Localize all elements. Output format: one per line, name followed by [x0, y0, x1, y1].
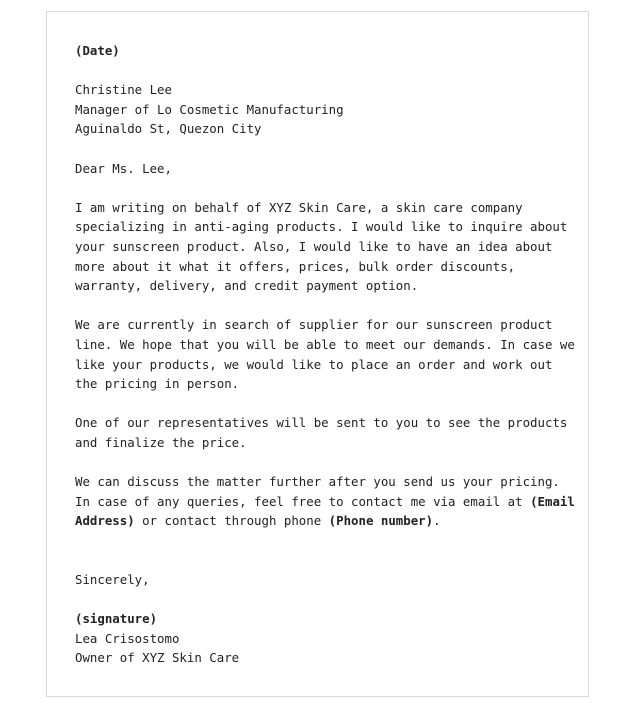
paragraph-line — [75, 511, 575, 531]
paragraph-line: warranty, delivery, and credit payment option. — [75, 278, 419, 294]
phone-placeholder: (Phone number) — [328, 513, 434, 529]
paragraph-line: I am writing on behalf of XYZ Skin Care, a skin care company — [75, 199, 523, 215]
date-placeholder: (Date) — [75, 43, 120, 58]
sender-title: Owner of XYZ Skin Care — [75, 650, 240, 666]
recipient-address: Aguinaldo St, Quezon City — [75, 121, 262, 137]
recipient-name: Christine Lee — [75, 82, 172, 98]
paragraph-contact — [75, 472, 575, 531]
paragraph-line: One of our representatives will be sent to you to see the products — [75, 415, 568, 431]
paragraph-line: and finalize the price. — [75, 434, 247, 450]
paragraph-representatives — [75, 413, 575, 452]
email-placeholder-cont: Address) — [75, 513, 135, 529]
paragraph-line: specializing in anti-aging products. I would like to inquire about — [75, 219, 568, 235]
signature-block — [75, 609, 575, 668]
paragraph-search — [75, 315, 575, 393]
email-placeholder: (Email — [530, 493, 575, 509]
signature-placeholder: (signature) — [75, 611, 158, 627]
paragraph-line — [75, 492, 575, 512]
recipient-block — [75, 80, 575, 139]
sender-name: Lea Crisostomo — [75, 630, 180, 646]
paragraph-line: more about it what it offers, prices, bulk order discounts, — [75, 258, 516, 274]
letter-page — [46, 11, 589, 697]
paragraph-line: line. We hope that you will be able to meet our demands. In case we — [75, 336, 575, 352]
contact-text: or contact through phone — [134, 513, 329, 529]
paragraph-line: We can discuss the matter further after you send us your pricing. — [75, 474, 560, 490]
recipient-title: Manager of Lo Cosmetic Manufacturing — [75, 101, 344, 117]
paragraph-line: like your products, we would like to place an order and work out — [75, 356, 553, 372]
letter-body — [75, 41, 575, 668]
salutation: Dear Ms. Lee, — [75, 160, 172, 176]
paragraph-intro — [75, 198, 575, 296]
closing: Sincerely, — [75, 572, 150, 588]
paragraph-line: the pricing in person. — [75, 376, 240, 392]
contact-text-end: . — [433, 513, 441, 529]
paragraph-line: We are currently in search of supplier for our sunscreen product — [75, 317, 553, 333]
paragraph-line: your sunscreen product. Also, I would like to have an idea about — [75, 238, 553, 254]
contact-text: In case of any queries, feel free to contact me via email at — [75, 493, 531, 509]
